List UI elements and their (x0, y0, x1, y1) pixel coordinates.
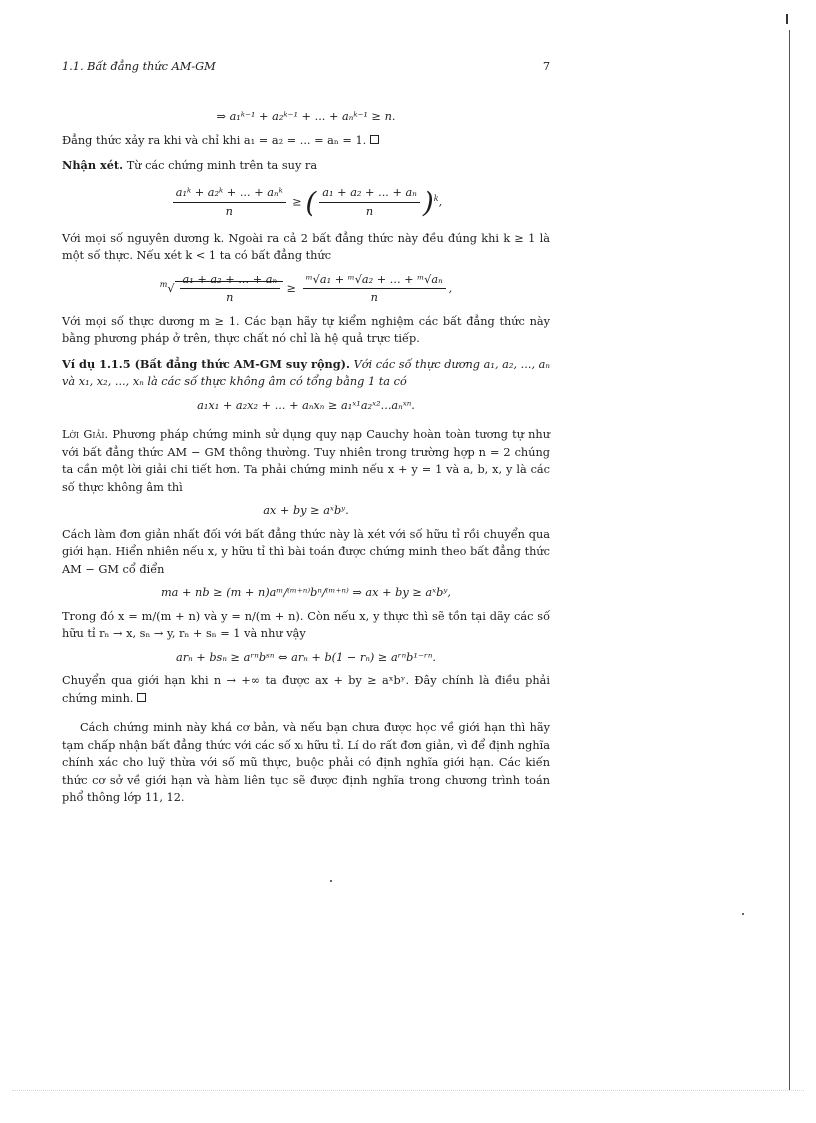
scan-speck (742, 913, 744, 915)
lhs-fraction: $\frac{\text{a₁ᵏ + a₂ᵏ + ... + aₙᵏ}}{n}$ (173, 184, 286, 220)
implication-formula: ⇒ a₁ᵏ⁻¹ + a₂ᵏ⁻¹ + ... + aₙᵏ⁻¹ ≥ n. (216, 110, 396, 123)
page-number: 7 (542, 60, 550, 73)
scan-mark (786, 14, 788, 24)
bottom-scan-border (12, 1090, 804, 1091)
two-term-formula: ax + by ≥ aˣbʸ. (263, 504, 349, 518)
example-title: Ví dụ 1.1.5 (Bất đẳng thức AM-GM suy rộng). (62, 356, 350, 371)
document-page (62, 58, 550, 807)
power-mean-formula: $\frac{\text{a₁ᵏ + a₂ᵏ + ... + aₙᵏ}}{n}$ ≥ ( $\frac{\text{a₁ + a₂ + ... + aₙ}}{n}$ )$^k$, (62, 181, 550, 224)
paragraph-m: Với mọi số thực dương m ≥ 1. Các bạn hãy tự kiểm nghiệm các bất đẳng thức này bằng phương pháp ở trên, thực chất nó chỉ là hệ quả trực tiếp. (62, 314, 550, 346)
solution-label: Lời Giải. (62, 428, 109, 442)
scan-speck (330, 880, 332, 882)
root-lhs-fraction: $\frac{\text{a₁ + a₂ + ... + aₙ}}{n}$ (180, 271, 281, 307)
page-edge-line (789, 30, 790, 1090)
paragraph-conclusion: Chuyển qua giới hạn khi n → +∞ ta được ax + by ≥ aˣbʸ. Đây chính là điều phải chứng minh. (62, 674, 550, 705)
qed-icon (137, 693, 146, 702)
section-title: 1.1. Bất đẳng thức AM-GM (62, 60, 216, 73)
remark-label: Nhận xét. (62, 158, 124, 172)
qed-icon (370, 135, 379, 144)
paragraph-rational: Trong đó x = m/(m + n) và y = n/(m + n). Còn nếu x, y thực thì sẽ tồn tại dãy các số hữu tỉ rₙ → x, sₙ → y, rₙ + sₙ = 1 và như vậy (62, 609, 550, 641)
rhs-fraction: $\frac{\text{a₁ + a₂ + ... + aₙ}}{n}$ (319, 184, 420, 220)
equality-condition: Đẳng thức xảy ra khi và chỉ khi a₁ = a₂ = ... = aₙ = 1. (62, 132, 550, 150)
remark: Nhận xét. Từ các chứng minh trên ta suy ra (62, 158, 318, 172)
paragraph-final: Cách chứng minh này khá cơ bản, và nếu bạn chưa được học về giới hạn thì hãy tạm chấp nhận bất đẳng thức với các số xᵢ hữu tỉ. Lí do rất đơn giản, vì để định nghĩa chính xác cho luỹ thừa với số mũ thực, buộc phải có định nghĩa giới hạn. Các kiến thức cơ sở về giới hạn và hàm liên tục sẽ được định nghĩa trong chương trình toán phổ thông lớp 11, 12. (62, 721, 550, 805)
classic-amgm-formula: ma + nb ≥ (m + n)aᵐ/⁽ᵐ⁺ⁿ⁾bⁿ/⁽ᵐ⁺ⁿ⁾ ⇒ ax + by ≥ aˣbʸ, (160, 586, 452, 600)
root-mean-formula: $^m$√ $\frac{\text{a₁ + a₂ + ... + aₙ}}{n}$ ≥ $\frac{\text{ᵐ√a₁ + ᵐ√a₂ + ... + ᵐ√aₙ}}{n}$ , (62, 271, 550, 307)
root-rhs-fraction: $\frac{\text{ᵐ√a₁ + ᵐ√a₂ + ... + ᵐ√aₙ}}{n}$ (303, 271, 446, 307)
paragraph-limit: Cách làm đơn giản nhất đối với bất đẳng thức này là xét với số hữu tỉ rồi chuyển qua giới hạn. Hiển nhiên nếu x, y hữu tỉ thì bài toán được chứng minh theo bất đẳng thức AM − GM cổ điển (62, 527, 550, 576)
solution: Lời Giải. Phương pháp chứng minh sử dụng quy nạp Cauchy hoàn toàn tương tự như với bất đẳng thức AM − GM thông thường. Tuy nhiên trong trường hợp n = 2 chúng ta cần một lời giải chi tiết hơn. Ta phải chứng minh nếu x + y = 1 và a, b, x, y là các số thực không âm thì (62, 428, 550, 494)
paragraph-k: Với mọi số nguyên dương k. Ngoài ra cả 2 bất đẳng thức này đều đúng khi k ≥ 1 là một số thực. Nếu xét k < 1 ta có bất đẳng thức (62, 231, 550, 263)
example: Ví dụ 1.1.5 (Bất đẳng thức AM-GM suy rộng). Với các số thực dương a₁, a₂, ..., aₙ và x₁, x₂, ..., xₙ là các số thực không âm có tổng bằng 1 ta có (62, 356, 550, 389)
sequence-formula: arₙ + bsₙ ≥ aʳⁿbˢⁿ ⇔ arₙ + b(1 − rₙ) ≥ aʳⁿb¹⁻ʳⁿ. (175, 650, 437, 664)
running-header (62, 58, 550, 78)
weighted-amgm-formula: a₁x₁ + a₂x₂ + ... + aₙxₙ ≥ a₁ˣ¹a₂ˣ²...aₙˣⁿ. (197, 398, 415, 412)
